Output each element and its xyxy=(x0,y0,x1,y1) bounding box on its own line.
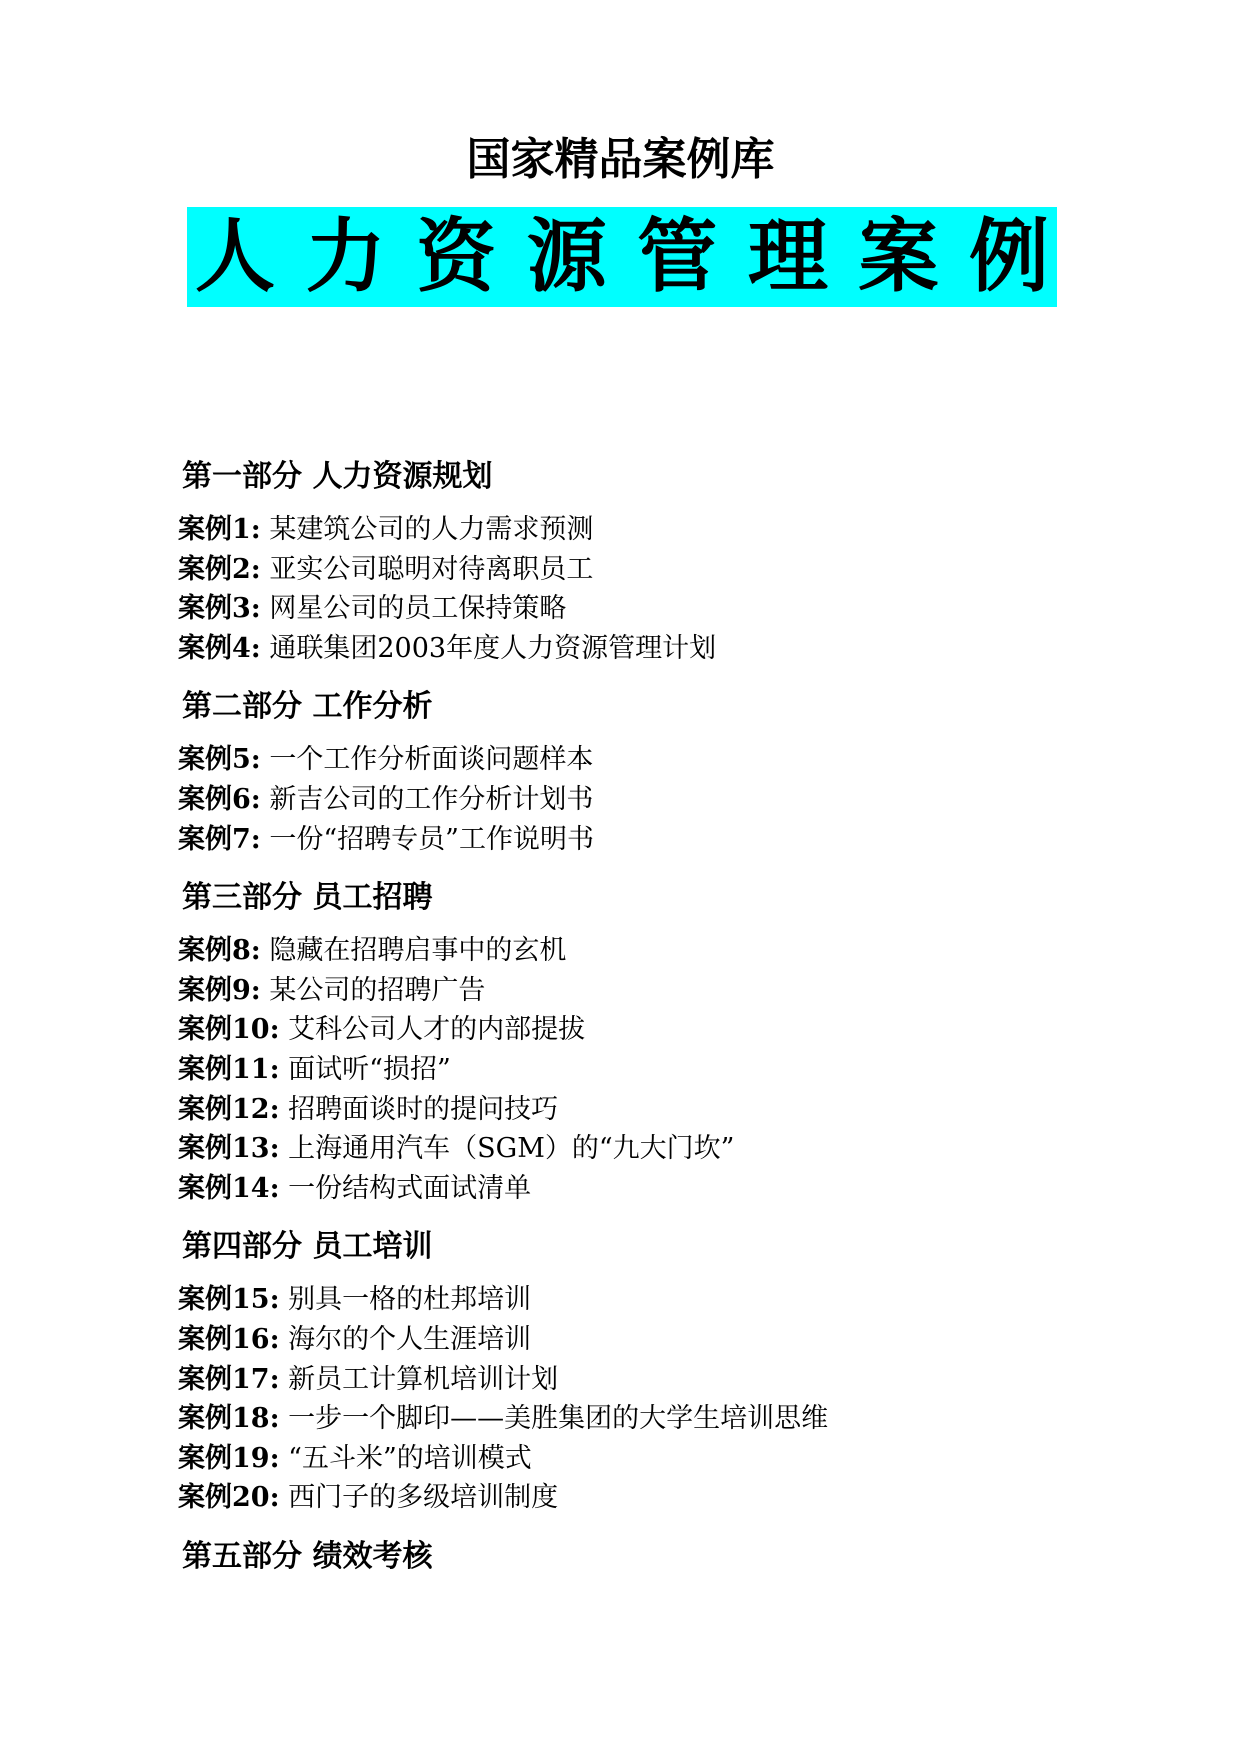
case-title: 通联集团2003年度人力资源管理计划 xyxy=(269,632,717,664)
case-number: 案例18: xyxy=(178,1403,280,1435)
section-heading: 第一部分 人力资源规划 xyxy=(182,459,493,494)
case-item xyxy=(178,1090,1158,1130)
case-list xyxy=(178,740,1158,859)
table-of-contents xyxy=(178,452,1158,1590)
title-char: 例 xyxy=(968,210,1049,303)
case-number: 案例12: xyxy=(178,1093,280,1125)
case-item xyxy=(178,1280,1158,1320)
case-title: 上海通用汽车（SGM）的“九大门坎” xyxy=(288,1133,735,1165)
case-title: 新吉公司的工作分析计划书 xyxy=(269,783,594,815)
case-number: 案例2: xyxy=(178,553,261,585)
case-title: “五斗米”的培训模式 xyxy=(288,1442,532,1474)
case-title: 一份“招聘专员”工作说明书 xyxy=(269,823,594,855)
case-number: 案例13: xyxy=(178,1133,280,1165)
case-title: 艾科公司人才的内部提拔 xyxy=(288,1014,586,1046)
case-number: 案例20: xyxy=(178,1482,280,1514)
case-number: 案例3: xyxy=(178,593,261,625)
case-number: 案例5: xyxy=(178,744,261,776)
case-item xyxy=(178,1439,1158,1479)
case-number: 案例1: xyxy=(178,514,261,545)
case-title: 隐藏在招聘启事中的玄机 xyxy=(269,935,567,967)
section-job-analysis xyxy=(178,682,1158,859)
title-char: 源 xyxy=(526,210,607,303)
case-number: 案例17: xyxy=(178,1363,280,1395)
case-item xyxy=(178,740,1158,780)
section-heading: 第四部分 员工培训 xyxy=(182,1229,433,1265)
title-char: 理 xyxy=(747,210,828,303)
title-banner xyxy=(187,207,1057,307)
title-char: 管 xyxy=(637,210,718,303)
case-item xyxy=(178,1169,1158,1209)
case-title: 新员工计算机培训计划 xyxy=(288,1363,559,1395)
case-item xyxy=(178,1360,1158,1400)
case-title: 别具一格的杜邦培训 xyxy=(288,1284,532,1316)
case-title: 面试听“损招” xyxy=(288,1053,451,1085)
case-title: 一个工作分析面谈问题样本 xyxy=(269,744,594,776)
case-number: 案例8: xyxy=(178,935,261,967)
case-number: 案例19: xyxy=(178,1442,280,1474)
case-number: 案例4: xyxy=(178,632,261,664)
case-number: 案例10: xyxy=(178,1014,280,1046)
case-item xyxy=(178,780,1158,820)
case-title: 西门子的多级培训制度 xyxy=(288,1482,559,1514)
case-item xyxy=(178,510,1158,550)
case-item xyxy=(178,1399,1158,1439)
case-title: 海尔的个人生涯培训 xyxy=(288,1323,532,1355)
case-number: 案例16: xyxy=(178,1323,280,1355)
case-title: 一步一个脚印——美胜集团的大学生培训思维 xyxy=(288,1403,829,1435)
case-list xyxy=(178,1280,1158,1518)
case-number: 案例15: xyxy=(178,1284,280,1316)
case-item xyxy=(178,589,1158,629)
case-item xyxy=(178,1129,1158,1169)
case-title: 招聘面谈时的提问技巧 xyxy=(288,1093,559,1125)
case-item xyxy=(178,550,1158,590)
case-item xyxy=(178,1010,1158,1050)
case-item xyxy=(178,931,1158,971)
case-item xyxy=(178,629,1158,669)
case-number: 案例14: xyxy=(178,1172,280,1204)
case-title: 一份结构式面试清单 xyxy=(288,1172,532,1204)
case-item xyxy=(178,820,1158,860)
section-performance-appraisal xyxy=(178,1532,1158,1582)
section-training xyxy=(178,1222,1158,1518)
case-item xyxy=(178,1320,1158,1360)
section-heading: 第二部分 工作分析 xyxy=(182,689,433,725)
section-heading: 第三部分 员工招聘 xyxy=(182,880,433,916)
case-list xyxy=(178,510,1158,668)
case-title: 亚实公司聪明对待离职员工 xyxy=(269,553,594,585)
case-item xyxy=(178,971,1158,1011)
document-subtitle: 国家精品案例库 xyxy=(466,134,775,185)
case-number: 案例7: xyxy=(178,823,261,855)
title-char: 资 xyxy=(416,210,497,303)
title-char: 案 xyxy=(858,210,939,303)
case-list xyxy=(178,931,1158,1208)
case-number: 案例11: xyxy=(178,1053,280,1085)
section-hr-planning xyxy=(178,452,1158,668)
case-item xyxy=(178,1478,1158,1518)
case-title: 某建筑公司的人力需求预测 xyxy=(269,514,594,545)
section-recruitment xyxy=(178,873,1158,1208)
title-char: 力 xyxy=(305,210,386,303)
case-title: 网星公司的员工保持策略 xyxy=(269,593,567,625)
case-title: 某公司的招聘广告 xyxy=(269,974,486,1006)
section-heading: 第五部分 绩效考核 xyxy=(182,1538,433,1574)
case-item xyxy=(178,1050,1158,1090)
title-char: 人 xyxy=(195,210,275,303)
case-number: 案例9: xyxy=(178,974,261,1006)
case-number: 案例6: xyxy=(178,783,261,815)
